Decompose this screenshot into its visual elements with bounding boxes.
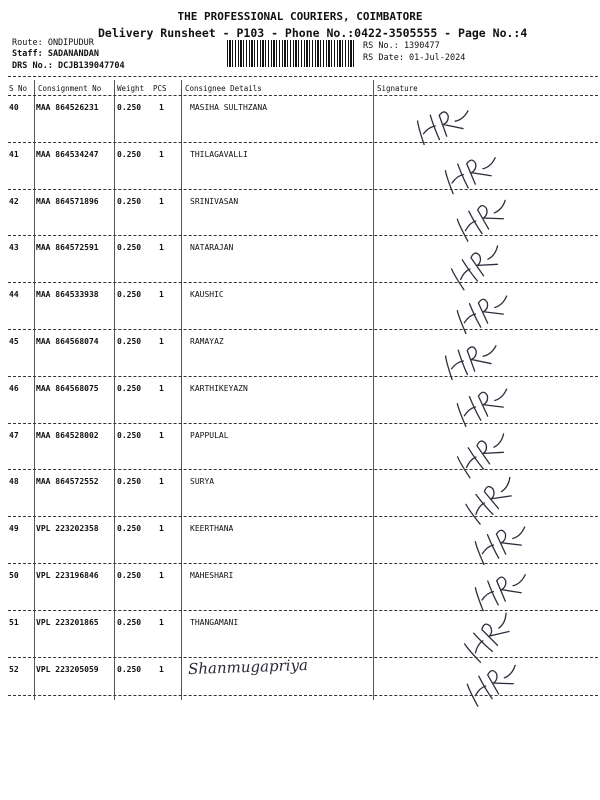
col-header-signature: Signature [377, 84, 418, 93]
route-label: Route: ONDIPUDUR [12, 38, 94, 48]
pcs-count: 1 [159, 290, 164, 300]
header-top-rule [8, 76, 598, 77]
pcs-count: 1 [159, 664, 164, 674]
row-separator [8, 329, 598, 330]
consignee-name: SURYA [190, 477, 215, 487]
consignee-name: SRINIVASAN [190, 196, 239, 206]
col-divider [181, 80, 182, 700]
serial-number: 40 [9, 103, 19, 112]
weight-value: 0.250 [117, 430, 142, 440]
company-title: THE PROFESSIONAL COURIERS, COIMBATORE [177, 10, 423, 23]
staff-label: Staff: SADANANDAN [12, 49, 99, 59]
serial-number: 52 [9, 664, 19, 674]
consignment-number: MAA 864572552 [36, 477, 99, 487]
weight-value: 0.250 [117, 290, 142, 300]
drs-number: DRS No.: DCJB139047704 [12, 61, 125, 71]
pcs-count: 1 [159, 149, 164, 159]
pcs-count: 1 [159, 103, 164, 112]
weight-value: 0.250 [117, 571, 142, 580]
row-separator [8, 142, 598, 143]
pcs-count: 1 [159, 337, 164, 346]
serial-number: 45 [9, 337, 19, 346]
consignee-name: MASIHA SULTHZANA [190, 103, 268, 112]
serial-number: 48 [9, 477, 19, 487]
weight-value: 0.250 [117, 477, 142, 487]
col-divider [34, 80, 35, 700]
col-divider [373, 80, 374, 700]
consignment-number: MAA 864568075 [36, 383, 99, 393]
weight-value: 0.250 [117, 337, 142, 346]
handwritten-name: Shanmugapriya [187, 655, 309, 679]
runsheet-title: Delivery Runsheet - P103 - Phone No.:0422-3505555 - Page No.:4 [98, 26, 528, 40]
serial-number: 49 [9, 524, 19, 534]
row-separator [8, 423, 598, 424]
serial-number: 50 [9, 571, 19, 580]
table-bottom-rule [8, 695, 598, 696]
consignment-number: VPL 223205059 [36, 664, 99, 674]
weight-value: 0.250 [117, 103, 142, 112]
serial-number: 42 [9, 196, 19, 206]
consignee-name: KARTHIKEYAZN [190, 383, 248, 393]
consignment-number: MAA 864526231 [36, 103, 99, 112]
pcs-count: 1 [159, 524, 164, 534]
row-separator [8, 95, 598, 96]
consignee-name: RAMAYAZ [190, 337, 224, 346]
pcs-count: 1 [159, 617, 164, 627]
col-header-weight: Weight [117, 84, 145, 93]
serial-number: 51 [9, 617, 19, 627]
weight-value: 0.250 [117, 149, 142, 159]
consignee-name: THANGAMANI [190, 617, 239, 627]
consignee-name: KAUSHIC [190, 290, 224, 300]
serial-number: 44 [9, 290, 19, 300]
consignment-number: VPL 223202358 [36, 524, 99, 534]
weight-value: 0.250 [117, 664, 142, 674]
consignment-number: VPL 223196846 [36, 571, 99, 580]
consignment-number: VPL 223201865 [36, 617, 99, 627]
consignment-number: MAA 864572591 [36, 243, 99, 253]
weight-value: 0.250 [117, 617, 142, 627]
pcs-count: 1 [159, 383, 164, 393]
consignment-number: MAA 864568074 [36, 337, 99, 346]
consignment-number: MAA 864571896 [36, 196, 99, 206]
signature [407, 92, 487, 158]
col-header-consignment: Consignment No [38, 84, 102, 93]
pcs-count: 1 [159, 477, 164, 487]
barcode [227, 40, 354, 67]
pcs-count: 1 [159, 430, 164, 440]
serial-number: 43 [9, 243, 19, 253]
rs-date: RS Date: 01-Jul-2024 [363, 53, 466, 63]
pcs-count: 1 [159, 571, 164, 580]
serial-number: 47 [9, 430, 19, 440]
col-divider [114, 80, 115, 700]
consignment-number: MAA 864533938 [36, 290, 99, 300]
weight-value: 0.250 [117, 196, 142, 206]
weight-value: 0.250 [117, 524, 142, 534]
consignee-name: PAPPULAL [190, 430, 229, 440]
consignee-name: MAHESHARI [190, 571, 234, 580]
col-header-pcs: PCS [153, 84, 167, 93]
row-separator [8, 235, 598, 236]
consignee-name: KEERTHANA [190, 524, 234, 534]
rs-number: RS No.: 1390477 [363, 41, 440, 51]
col-header-sno: S No [9, 84, 28, 93]
serial-number: 46 [9, 383, 19, 393]
weight-value: 0.250 [117, 243, 142, 253]
consignment-number: MAA 864534247 [36, 149, 99, 159]
pcs-count: 1 [159, 196, 164, 206]
consignment-number: MAA 864528002 [36, 430, 99, 440]
consignee-name: NATARAJAN [190, 243, 234, 253]
serial-number: 41 [9, 149, 19, 159]
consignee-name: THILAGAVALLI [190, 149, 248, 159]
pcs-count: 1 [159, 243, 164, 253]
weight-value: 0.250 [117, 383, 142, 393]
col-header-details: Consignee Details [185, 84, 262, 93]
